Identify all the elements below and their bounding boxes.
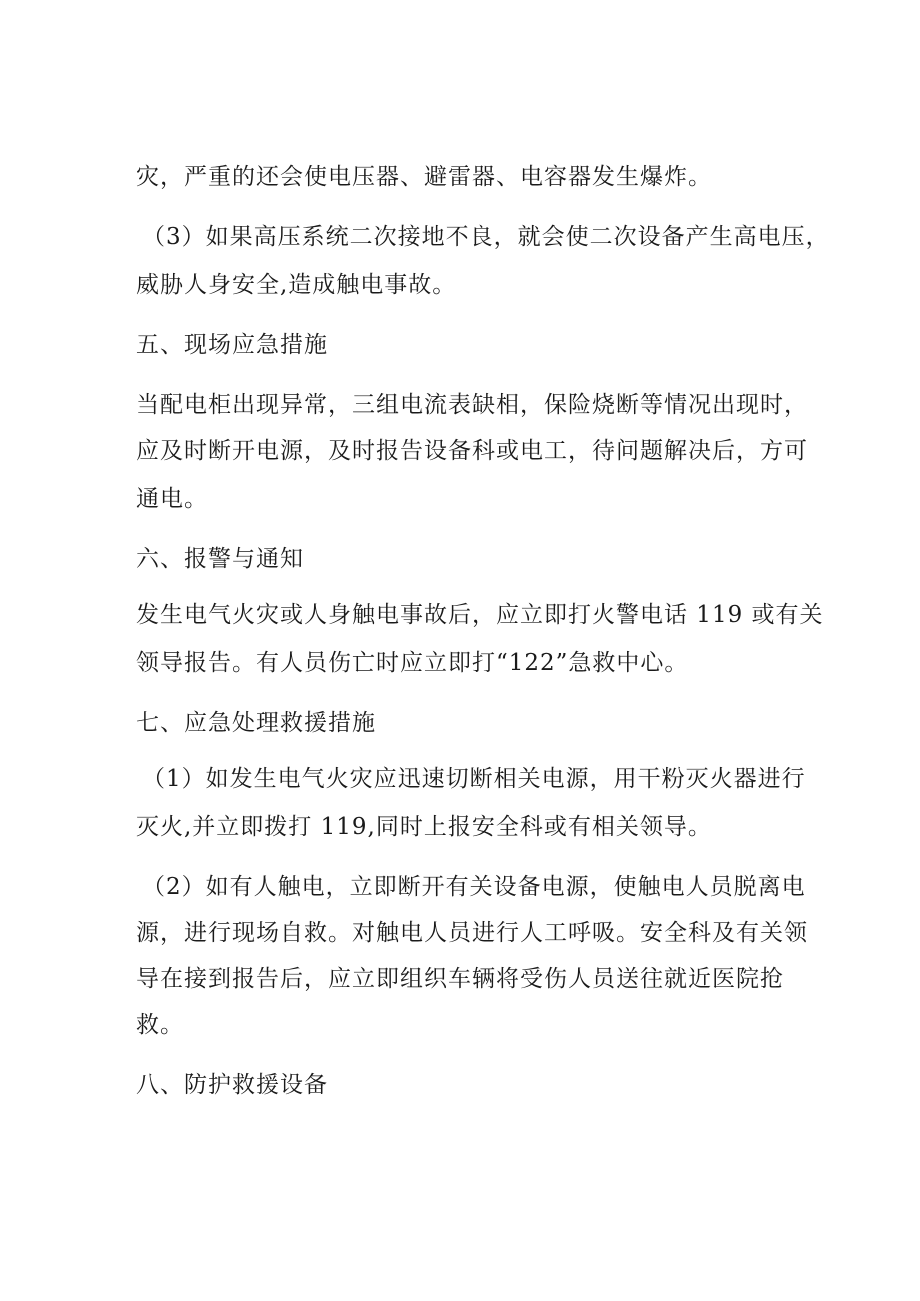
paragraph-line: 当配电柜出现异常，三组电流表缺相，保险烧断等情况出现时， (136, 392, 808, 418)
paragraph-line: 威胁人身安全,造成触电事故。 (136, 272, 457, 298)
paragraph-line: 发生电气火灾或人身触电事故后，应立即打火警电话 119 或有关 (136, 602, 824, 628)
paragraph-line: 通电。 (136, 486, 208, 512)
section-heading: 五、现场应急措施 (136, 332, 328, 358)
paragraph-line: （1）如发生电气火灾应迅速切断相关电源，用干粉灭火器进行 (142, 766, 806, 792)
section-heading: 八、防护救援设备 (136, 1072, 328, 1098)
paragraph-line: 灭火,并立即拨打 119,同时上报安全科或有相关领导。 (136, 814, 712, 840)
paragraph-line: （3）如果高压系统二次接地不良，就会使二次设备产生高电压， (142, 224, 830, 250)
paragraph-line: （2）如有人触电，立即断开有关设备电源，使触电人员脱离电 (142, 874, 806, 900)
paragraph-line: 导在接到报告后，应立即组织车辆将受伤人员送往就近医院抢 (136, 966, 784, 992)
paragraph-line: 灾，严重的还会使电压器、避雷器、电容器发生爆炸。 (136, 164, 712, 190)
section-heading: 七、应急处理救援措施 (136, 710, 376, 736)
section-heading: 六、报警与通知 (136, 546, 304, 572)
paragraph-line: 救。 (136, 1012, 184, 1038)
paragraph-line: 源，进行现场自救。对触电人员进行人工呼吸。安全科及有关领 (136, 920, 808, 946)
paragraph-line: 领导报告。有人员伤亡时应立即打“122”急救中心。 (136, 650, 689, 676)
paragraph-line: 应及时断开电源，及时报告设备科或电工，待问题解决后，方可 (136, 438, 808, 464)
